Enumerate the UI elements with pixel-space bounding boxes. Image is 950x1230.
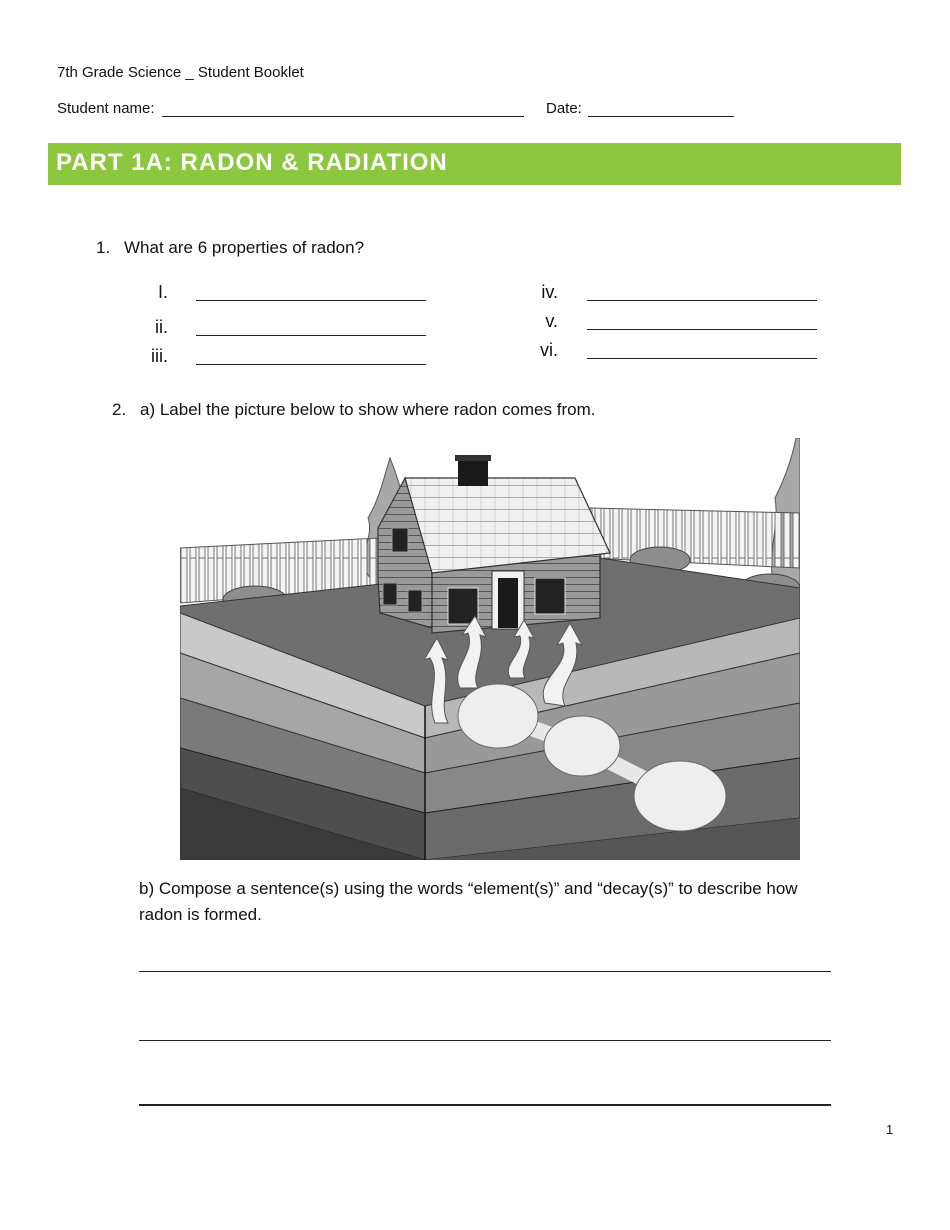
answer-label-3: iii. xyxy=(151,346,168,366)
answer-label-5: v. xyxy=(545,311,558,331)
answer-label-1: I. xyxy=(157,282,168,302)
question-1-text: What are 6 properties of radon? xyxy=(124,238,365,257)
answer-line-6[interactable] xyxy=(587,358,817,359)
answer-label-4: iv. xyxy=(541,282,558,302)
answer-line-3[interactable] xyxy=(196,364,426,365)
answer-label-2: ii. xyxy=(155,317,168,337)
part-banner xyxy=(48,143,901,185)
student-name-field[interactable] xyxy=(162,116,524,117)
date-label: Date: xyxy=(546,100,582,117)
question-2a-text: a) Label the picture below to show where radon comes from. xyxy=(140,400,596,419)
page-number: 1 xyxy=(886,1122,894,1137)
answer-label-6: vi. xyxy=(540,340,558,360)
writing-line-2[interactable] xyxy=(139,1040,831,1041)
answer-line-4[interactable] xyxy=(587,300,817,301)
question-1-number: 1. xyxy=(96,238,111,257)
answer-line-5[interactable] xyxy=(587,329,817,330)
booklet-title: 7th Grade Science _ Student Booklet xyxy=(57,64,304,81)
answer-line-2[interactable] xyxy=(196,335,426,336)
answer-line-1[interactable] xyxy=(196,300,426,301)
question-2b-text: b) Compose a sentence(s) using the words “element(s)” and “decay(s)” to describe how radon is formed. xyxy=(139,879,798,924)
radon-house-illustration xyxy=(180,438,800,860)
student-name-label: Student name: xyxy=(57,100,155,117)
writing-line-3[interactable] xyxy=(139,1104,831,1106)
date-field[interactable] xyxy=(588,116,734,117)
part-title: PART 1A: RADON & RADIATION xyxy=(56,149,448,176)
question-2-number: 2. xyxy=(112,400,127,419)
writing-line-1[interactable] xyxy=(139,971,831,972)
